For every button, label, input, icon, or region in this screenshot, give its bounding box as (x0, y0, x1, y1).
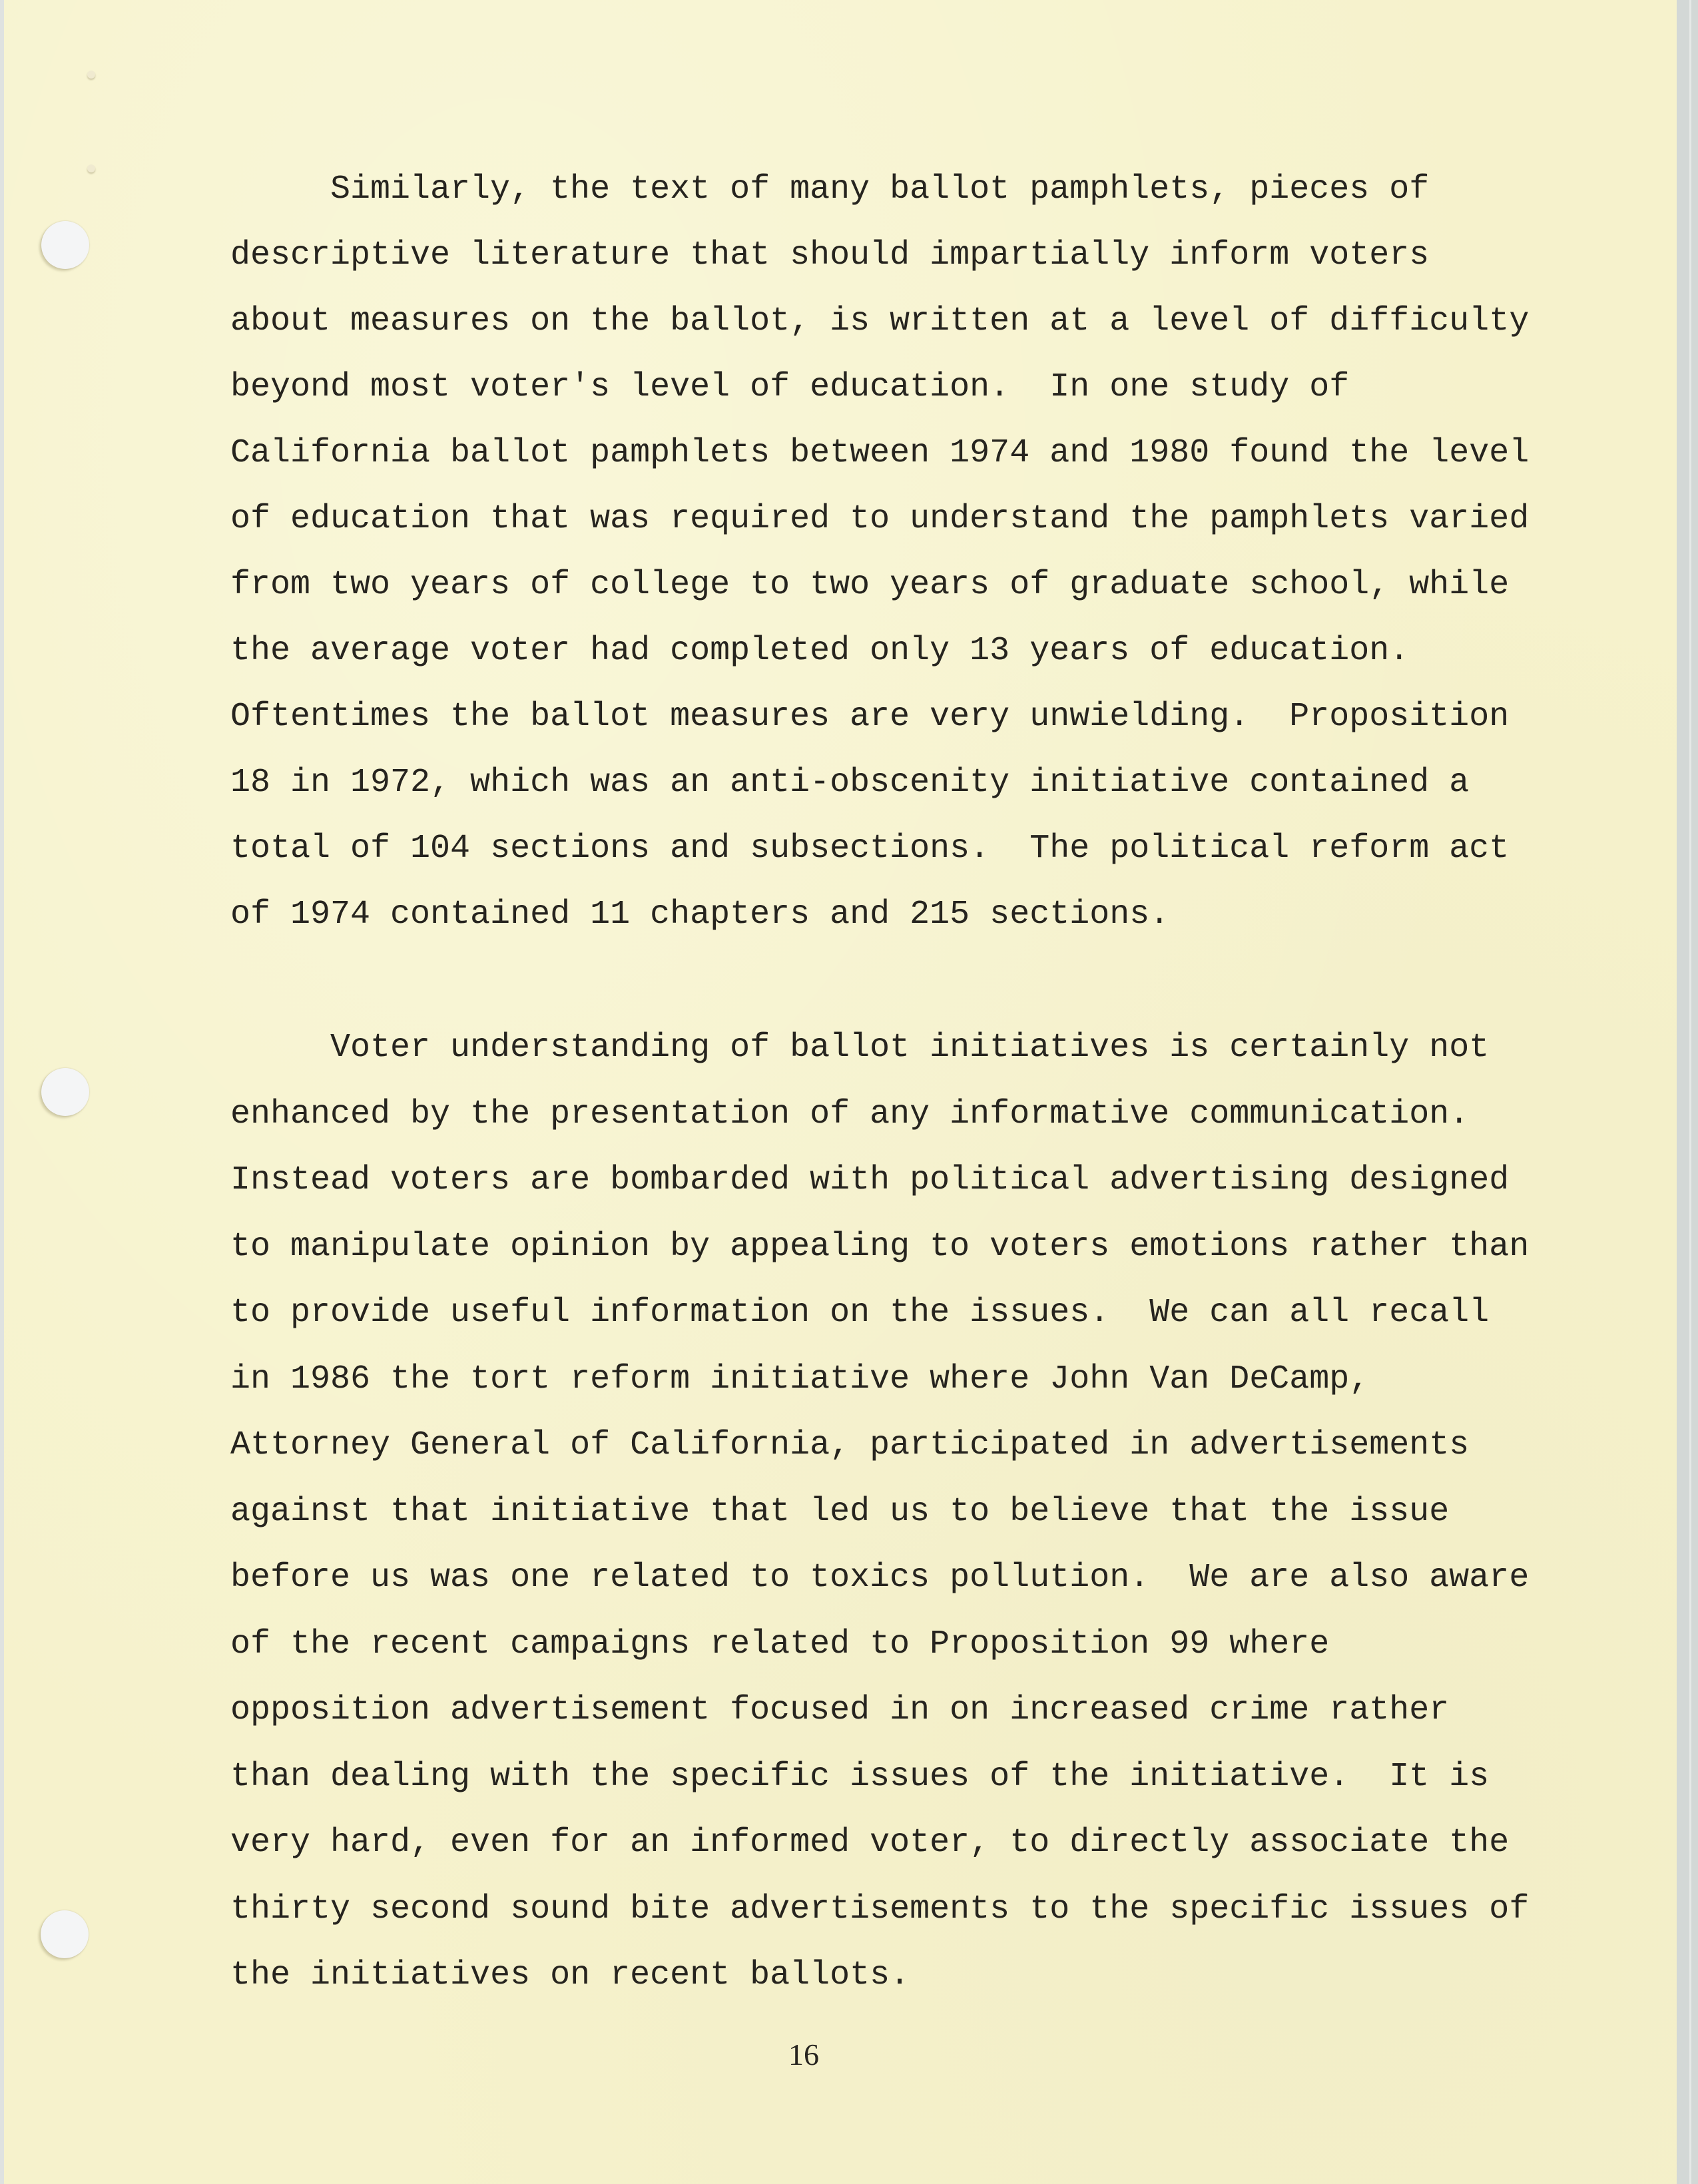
text-line: beyond most voter's level of education. In one study of (230, 368, 1350, 406)
text-line: opposition advertisement focused in on increased crime rather (230, 1691, 1450, 1729)
text-line: Similarly, the text of many ballot pamphlets, pieces of (330, 170, 1430, 208)
text-line: in 1986 the tort reform initiative where John Van DeCamp, (230, 1360, 1370, 1398)
text-line: of the recent campaigns related to Proposition 99 where (230, 1625, 1330, 1663)
text-line: Voter understanding of ballot initiatives is certainly not (330, 1029, 1490, 1067)
text-line: enhanced by the presentation of any informative communication. (230, 1095, 1470, 1133)
text-line: against that initiative that led us to believe that the issue (230, 1493, 1450, 1531)
text-line: California ballot pamphlets between 1974 and 1980 found the level (230, 434, 1530, 472)
text-line: Attorney General of California, participated in advertisements (230, 1426, 1470, 1464)
scan-right-edge-line (1689, 0, 1691, 2184)
text-line: about measures on the ballot, is written at a level of difficulty (230, 302, 1530, 340)
text-line: to provide useful information on the issues. We can all recall (230, 1294, 1490, 1332)
text-line: of 1974 contained 11 chapters and 215 sections. (230, 896, 1170, 934)
text-line: before us was one related to toxics pollution. We are also aware (230, 1559, 1530, 1597)
text-line: the initiatives on recent ballots. (230, 1956, 910, 1994)
text-line: Oftentimes the ballot measures are very unwielding. Proposition (230, 698, 1510, 736)
text-line: the average voter had completed only 13 years of education. (230, 632, 1410, 670)
scan-right-edge (1677, 0, 1698, 2184)
text-line: 18 in 1972, which was an anti-obscenity initiative contained a (230, 764, 1470, 802)
punch-hole-icon (41, 1068, 89, 1116)
text-line: very hard, even for an informed voter, to directly associate the (230, 1824, 1510, 1862)
text-line: Instead voters are bombarded with political advertising designed (230, 1161, 1510, 1199)
text-line: to manipulate opinion by appealing to voters emotions rather than (230, 1228, 1530, 1266)
text-line: total of 104 sections and subsections. The political reform act (230, 830, 1510, 868)
paper-dimple-icon (87, 164, 95, 172)
page-number: 16 (788, 2038, 819, 2071)
text-line: from two years of college to two years of graduate school, while (230, 566, 1510, 604)
punch-hole-icon (41, 221, 89, 269)
paper-dimple-icon (87, 71, 95, 79)
text-line: of education that was required to understand the pamphlets varied (230, 500, 1530, 538)
punch-hole-icon (41, 1910, 89, 1958)
text-line: than dealing with the specific issues of the initiative. It is (230, 1758, 1490, 1796)
text-line: descriptive literature that should impartially inform voters (230, 236, 1430, 274)
text-line: thirty second sound bite advertisements to the specific issues of (230, 1890, 1530, 1928)
